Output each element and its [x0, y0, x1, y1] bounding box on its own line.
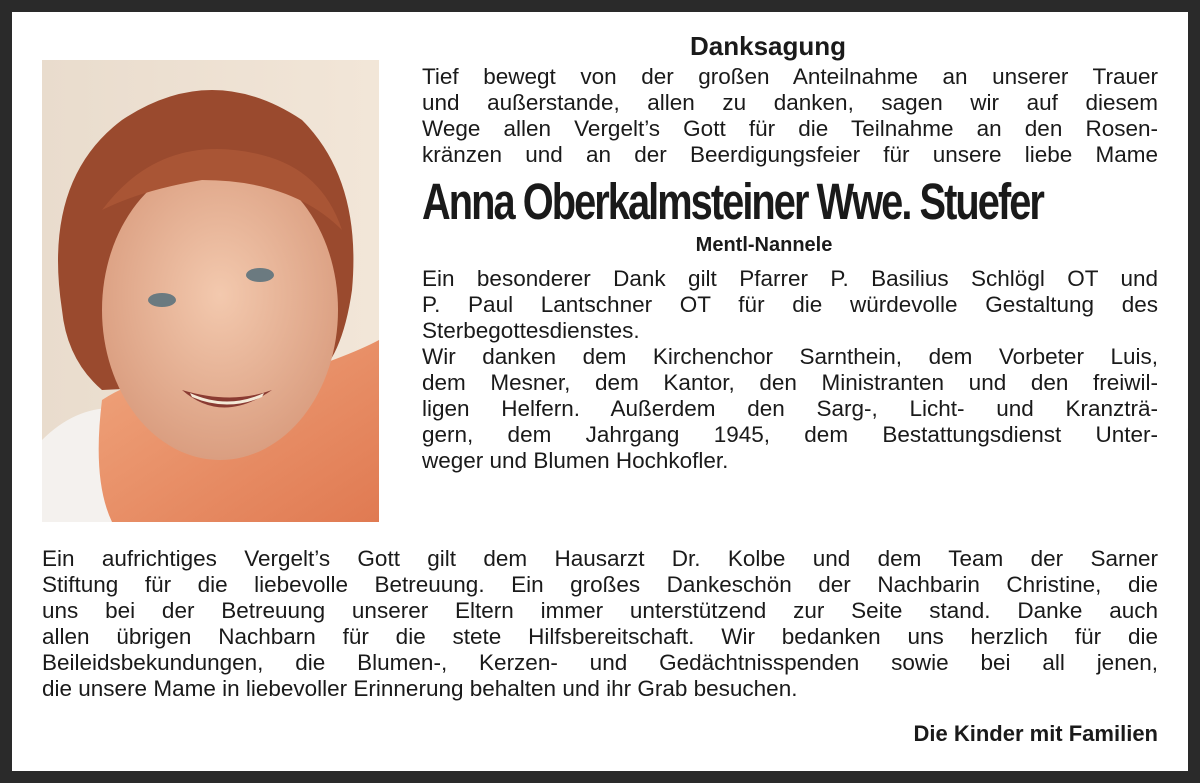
thanks-paragraph: [422, 266, 1158, 474]
signature: Die Kinder mit Familien: [913, 721, 1158, 746]
text-line: Sterbegottesdienstes.: [422, 318, 640, 343]
text-line: ligen Helfern. Außerdem den Sarg-, Licht- und Kranzträ-: [422, 396, 1158, 421]
text-line: Ein aufrichtiges Vergelt’s Gott gilt dem Hausarzt Dr. Kolbe und dem Team der Sarner: [42, 546, 1158, 571]
closing-paragraph: [42, 546, 1158, 702]
text-line: allen übrigen Nachbarn für die stete Hilfsbereitschaft. Wir bedanken uns herzlich für die: [42, 624, 1158, 649]
intro-column: [422, 30, 1158, 474]
text-line: uns bei der Betreuung unserer Eltern immer unterstützend zur Seite stand. Danke auch: [42, 598, 1158, 623]
text-line: Wir danken dem Kirchenchor Sarnthein, dem Vorbeter Luis,: [422, 344, 1158, 369]
text-line: Beileidsbekundungen, die Blumen-, Kerzen- und Gedächtnisspenden sowie bei all jenen,: [42, 650, 1158, 675]
text-line: kränzen und an der Beerdigungsfeier für unsere liebe Mame: [422, 142, 1158, 167]
page-title: Danksagung: [689, 31, 847, 61]
text-line: die unsere Mame in liebevoller Erinnerung behalten und ihr Grab besuchen.: [42, 676, 798, 701]
text-line: P. Paul Lantschner OT für die würdevolle Gestaltung des: [422, 292, 1158, 317]
text-line: dem Mesner, dem Kantor, den Ministranten und den freiwil-: [422, 370, 1158, 395]
text-line: gern, dem Jahrgang 1945, dem Bestattungsdienst Unter-: [422, 422, 1158, 447]
text-line: und außerstande, allen zu danken, sagen wir auf diesem: [422, 90, 1158, 115]
text-line: Ein besonderer Dank gilt Pfarrer P. Basilius Schlögl OT und: [422, 266, 1158, 291]
text-line: weger und Blumen Hochkofler.: [422, 448, 729, 473]
text-line: Wege allen Vergelt’s Gott für die Teilnahme an den Rosen-: [422, 116, 1158, 141]
obituary-card: [12, 12, 1188, 771]
intro-paragraph: [422, 64, 1158, 168]
deceased-name: Anna Oberkalmsteiner Wwe. Stuefer: [422, 173, 1043, 230]
text-line: Tief bewegt von der großen Anteilnahme an unserer Trauer: [422, 64, 1158, 89]
portrait-photo: [42, 60, 379, 522]
nickname: Mentl-Nannele: [695, 234, 833, 256]
text-line: Stiftung für die liebevolle Betreuung. Ein großes Dankeschön der Nachbarin Christine, die: [42, 572, 1158, 597]
